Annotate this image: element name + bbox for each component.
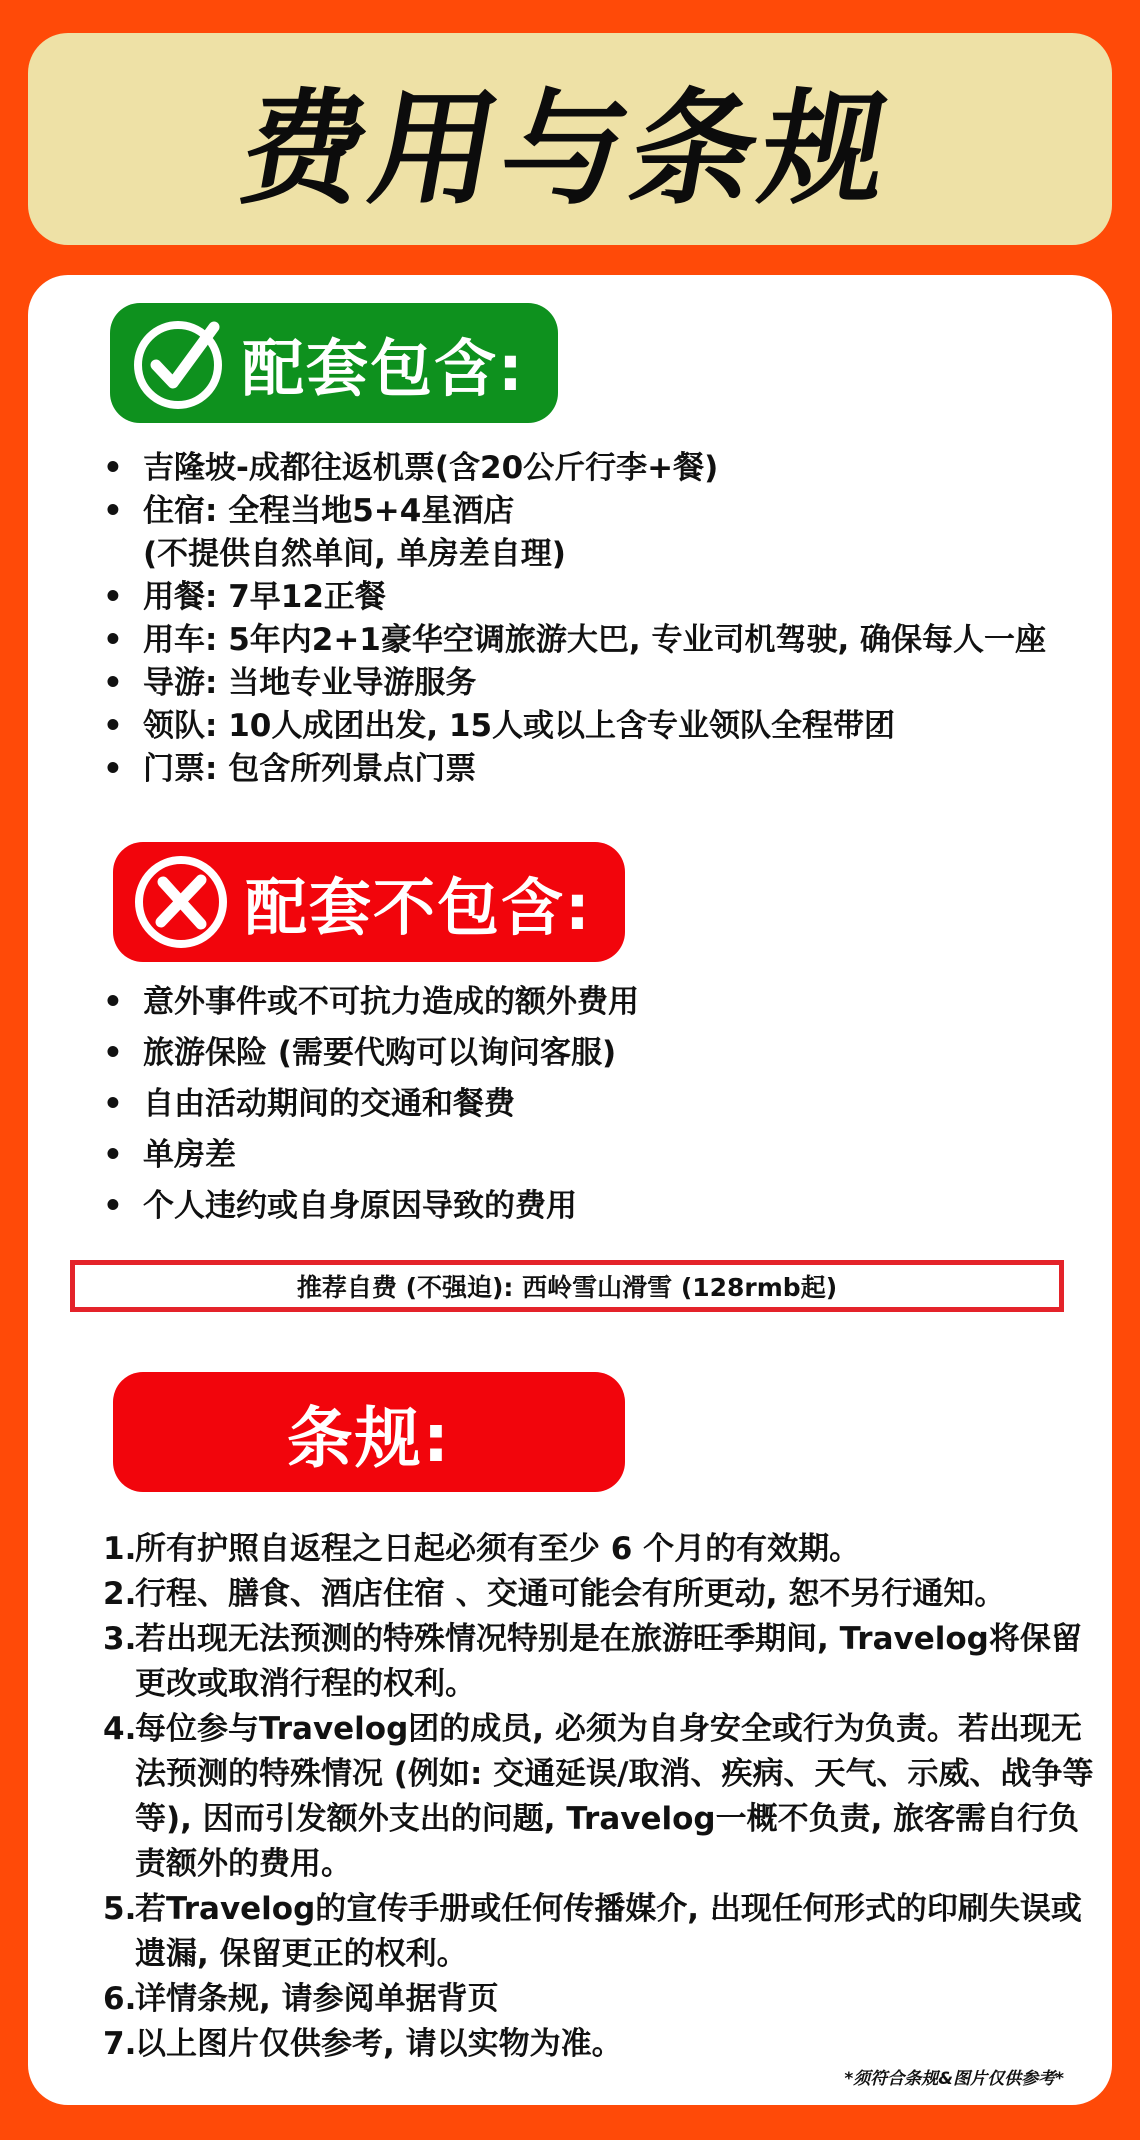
title-banner [28, 33, 1112, 245]
included-list [103, 447, 1046, 791]
excluded-list [103, 977, 639, 1232]
list-item: • 用车: 5年内2+1豪华空调旅游大巴, 专业司机驾驶, 确保每人一座 [103, 622, 1047, 658]
excluded-heading-pill [113, 842, 625, 962]
list-item: • 自由活动期间的交通和餐费 [103, 1086, 515, 1122]
recommended-extra-box: 推荐自费 (不强迫): 西岭雪山滑雪 (128rmb起) [70, 1260, 1064, 1312]
term-item: 5. 若Travelog的宣传手册或任何传播媒介, 出现任何形式的印刷失误或遗漏, 保留更正的权利。 [103, 1891, 1082, 1972]
excluded-heading: 配套不包含: [245, 870, 592, 944]
term-item: 1. 所有护照自返程之日起必须有至少 6 个月的有效期。 [103, 1531, 861, 1567]
list-item-note: (不提供自然单间, 单房差自理) [143, 536, 566, 572]
list-item: • 旅游保险 (需要代购可以询问客服) [103, 1035, 617, 1071]
list-item: • 个人违约或自身原因导致的费用 [103, 1188, 577, 1224]
included-heading: 配套包含: [242, 331, 525, 405]
list-item: • 意外事件或不可抗力造成的额外费用 [103, 984, 639, 1020]
list-item: • 用餐: 7早12正餐 [103, 579, 386, 615]
check-circle-icon [128, 313, 228, 413]
footnote: *须符合条规&图片仅供参考* [844, 2069, 1064, 2089]
cross-circle-icon [131, 852, 231, 952]
included-heading-pill [110, 303, 558, 423]
term-item: 7. 以上图片仅供参考, 请以实物为准。 [103, 2026, 623, 2062]
content-panel [28, 275, 1112, 2105]
list-item: • 门票: 包含所列景点门票 [103, 751, 477, 787]
term-item: 3. 若出现无法预测的特殊情况特别是在旅游旺季期间, Travelog将保留更改或取消行程的权利。 [103, 1621, 1082, 1702]
list-item: • 领队: 10人成团出发, 15人或以上含专业领队全程带团 [103, 708, 896, 744]
list-item: • 吉隆坡-成都往返机票(含20公斤行李+餐) [103, 450, 719, 486]
term-item: 4. 每位参与Travelog团的成员, 必须为自身安全或行为负责。若出现无法预测的特殊情况 (例如: 交通延误/取消、疾病、天气、示威、战争等等), 因而引发额外支出的问题, Travelog一概不负责, 旅客需自行负责额外的费用。 [103, 1711, 1094, 1882]
term-item: 2. 行程、膳食、酒店住宿 、交通可能会有所更动, 恕不另行通知。 [103, 1576, 1006, 1612]
terms-heading-pill [113, 1372, 625, 1492]
list-item: • 单房差 [103, 1137, 236, 1173]
page-title: 费用与条规 [230, 78, 906, 222]
list-item: • 导游: 当地专业导游服务 [103, 665, 477, 701]
list-item: • 住宿: 全程当地5+4星酒店 [103, 493, 515, 529]
terms-list [103, 1527, 1103, 2067]
terms-heading: 条规: [286, 1399, 452, 1477]
term-item: 6. 详情条规, 请参阅单据背页 [103, 1981, 499, 2017]
